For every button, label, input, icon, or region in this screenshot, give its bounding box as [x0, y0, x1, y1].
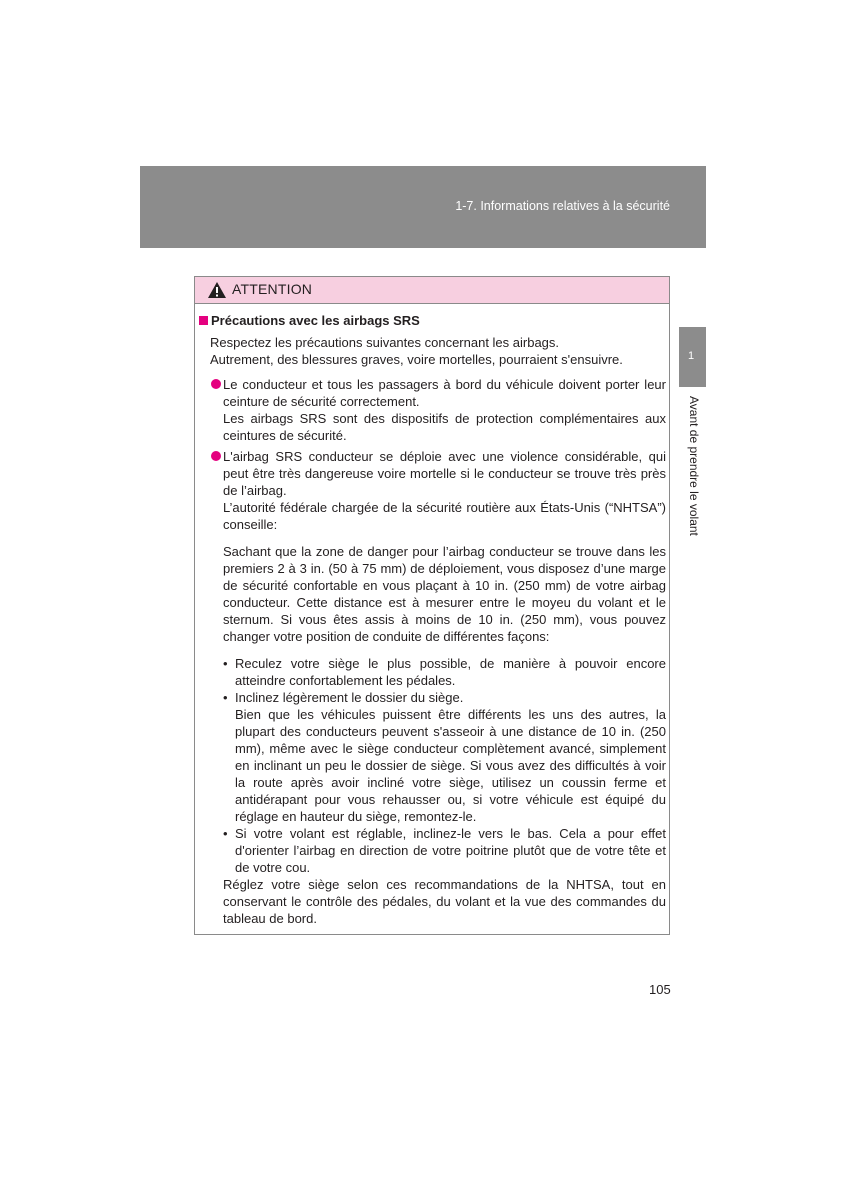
list-item: [223, 689, 666, 825]
dot-bullet-icon: •: [223, 690, 228, 705]
caution-header: [195, 277, 669, 304]
intro-line-2: Autrement, des blessures graves, voire mortelles, pourraient s'ensuivre.: [210, 352, 623, 367]
bullet-2-para-2: L’autorité fédérale chargée de la sécurité routière aux États-Unis (“NHTSA”) conseille:: [223, 500, 666, 532]
dot-bullet-icon: •: [223, 826, 228, 841]
dot-bullet-icon: •: [223, 656, 228, 671]
adjustment-list: [223, 655, 666, 876]
bullet-item-driver-airbag: [210, 448, 666, 927]
list-item-text: Reculez votre siège le plus possible, de manière à pouvoir encore atteindre confortablement les pédales.: [235, 656, 666, 688]
list-item-text: Inclinez légèrement le dossier du siège.: [235, 690, 464, 705]
warning-triangle-icon: [207, 281, 227, 299]
caution-title: ATTENTION: [232, 281, 313, 297]
intro-line-1: Respectez les précautions suivantes concernant les airbags.: [210, 335, 560, 350]
round-bullet-icon: [211, 451, 221, 461]
section-title: 1-7. Informations relatives à la sécurité: [455, 199, 670, 213]
bullet-1-para-1: Le conducteur et tous les passagers à bord du véhicule doivent porter leur ceinture de sécurité correctement.: [223, 377, 666, 409]
list-item: [223, 655, 666, 689]
section-heading: [199, 312, 420, 329]
bullet-item-seatbelts: [210, 376, 666, 444]
chapter-number: 1: [688, 350, 695, 362]
list-item-detail: Bien que les véhicules puissent être différents les uns des autres, la plupart des conducteurs peuvent s'asseoir à une distance de 10 in. (250 mm), même avec le siège conducteur complètement avancé, simplement en inclinant un peu le dossier de siège. Si vous avez des difficultés à voir la route après avoir incliné votre siège, utilisez un coussin ferme et antidérapant pour vous rehausser ou, si votre véhicule est équipé du réglage en hauteur du siège, remontez-le.: [235, 707, 666, 824]
list-item: [223, 825, 666, 876]
chapter-tab: [679, 327, 706, 387]
bullet-2-para-1: L'airbag SRS conducteur se déploie avec une violence considérable, qui peut être très dangereuse voire mortelle si le conducteur se trouve très près de l’airbag.: [223, 449, 666, 498]
bullet-1-para-2: Les airbags SRS sont des dispositifs de protection complémentaires aux ceintures de sécurité.: [223, 411, 666, 443]
chapter-title: Avant de prendre le volant: [687, 396, 701, 536]
intro-text: [210, 334, 660, 368]
square-bullet-icon: [199, 316, 208, 325]
round-bullet-icon: [211, 379, 221, 389]
list-item-text: Si votre volant est réglable, inclinez-le vers le bas. Cela a pour effet d'orienter l’airbag en direction de votre poitrine plutôt que de votre tête et de votre cou.: [235, 826, 666, 875]
page-number: 105: [649, 982, 671, 997]
caution-box: [194, 276, 670, 935]
section-heading-text: Précautions avec les airbags SRS: [211, 313, 420, 328]
closing-paragraph: Réglez votre siège selon ces recommandations de la NHTSA, tout en conservant le contrôle des pédales, du volant et la vue des commandes du tableau de bord.: [223, 877, 666, 926]
bullet-2-para-3: Sachant que la zone de danger pour l’airbag conducteur se trouve dans les premiers 2 à 3 in. (50 à 75 mm) de déploiement, vous disposez d’une marge de sécurité confortable en vous plaçant à 10 in. (250 mm) de votre airbag conducteur. Cette distance est à mesurer entre le moyeu du volant et le sternum. Si vous êtes assis à moins de 10 in. (250 mm), vous pouvez changer votre position de conduite de différentes façons:: [223, 544, 666, 644]
chapter-header-band: [140, 166, 706, 248]
